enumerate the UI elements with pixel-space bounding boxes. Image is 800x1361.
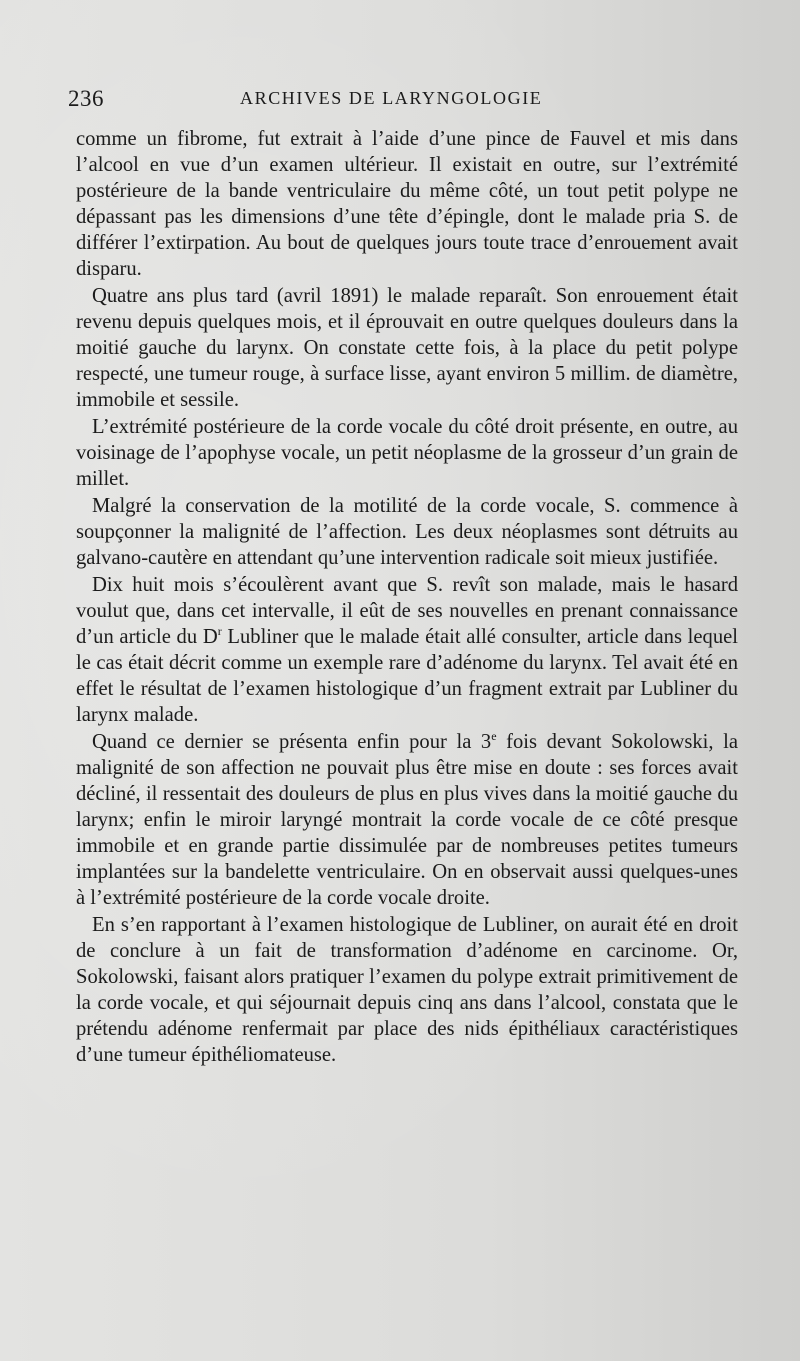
paragraph-6 bbox=[76, 729, 738, 911]
running-title: ARCHIVES DE LARYNGOLOGIE bbox=[240, 88, 543, 108]
paragraph-1: comme un fibrome, fut extrait à l’aide d’une pince de Fauvel et mis dans l’alcool en vue d’un examen ultérieur. Il existait en outre, sur l’extrémité postérieure de la bande ventriculaire du même côté, un tout petit polype ne dépassant pas les dimensions d’une tête d’épingle, dont le malade pria S. de différer l’extirpation. Au bout de quelques jours toute trace d’enrouement avait disparu. bbox=[76, 128, 738, 280]
paragraph-6-text-after: fois devant Sokolowski, la malignité de son affection ne pouvait plus être mise en doute : ses forces avait décliné, il ressentait des douleurs de plus en plus vives dans la moitié gauche du larynx; enfin le miroir laryngé montrait la corde vocale de ce côté presque immobile et en grande partie dissimulée par de nombreuses petites tumeurs implantées sur la bandelette ventriculaire. On en observait aussi quelques-unes à l’extrémité postérieure de la corde vocale droite. bbox=[76, 731, 738, 909]
paragraph-5-text-before: Dix huit mois s’écoulèrent avant que S. revît son malade, mais le hasard voulut que, dans cet intervalle, il eût de ses nouvelles en prenant connaissance d’un article du D bbox=[76, 574, 738, 648]
paragraph-6-text-before: Quand ce dernier se présenta enfin pour la 3 bbox=[92, 731, 492, 753]
page-header bbox=[68, 86, 738, 116]
paragraph-5 bbox=[76, 572, 738, 728]
paragraph-4: Malgré la conservation de la motilité de la corde vocale, S. commence à soupçonner la malignité de l’affection. Les deux néoplasmes sont détruits au galvano-cautère en attendant qu’une intervention radicale soit mieux justifiée. bbox=[76, 495, 738, 569]
paragraph-5-text-after: Lubliner que le malade était allé consulter, article dans lequel le cas était décrit comme un exemple rare d’adénome du larynx. Tel avait été en effet le résultat de l’examen histologique d’un fragment extrait par Lubliner du larynx malade. bbox=[76, 626, 738, 726]
paragraph-7: En s’en rapportant à l’examen histologique de Lubliner, on aurait été en droit de conclure à un fait de transformation d’adénome en carcinome. Or, Sokolowski, faisant alors pratiquer l’examen du polype extrait primitivement de la corde vocale, et qui séjournait depuis cinq ans dans l’alcool, constata que le prétendu adénome renfermait par place des nids épithéliaux caractéristiques d’une tumeur épithéliomateuse. bbox=[76, 914, 738, 1066]
ordinal-superscript: e bbox=[491, 729, 497, 744]
page-number: 236 bbox=[68, 86, 104, 111]
paragraph-2: Quatre ans plus tard (avril 1891) le malade reparaît. Son enrouement était revenu depuis quelques mois, et il éprouvait en outre quelques douleurs dans la moitié gauche du larynx. On constate cette fois, à la place du petit polype respecté, une tumeur rouge, à surface lisse, ayant environ 5 millim. de diamètre, immobile et sessile. bbox=[76, 285, 738, 411]
body-text bbox=[76, 126, 738, 1068]
doctor-abbreviation-superscript: r bbox=[217, 624, 222, 639]
paragraph-3: L’extrémité postérieure de la corde vocale du côté droit présente, en outre, au voisinage de l’apophyse vocale, un petit néoplasme de la grosseur d’un grain de millet. bbox=[76, 416, 738, 490]
